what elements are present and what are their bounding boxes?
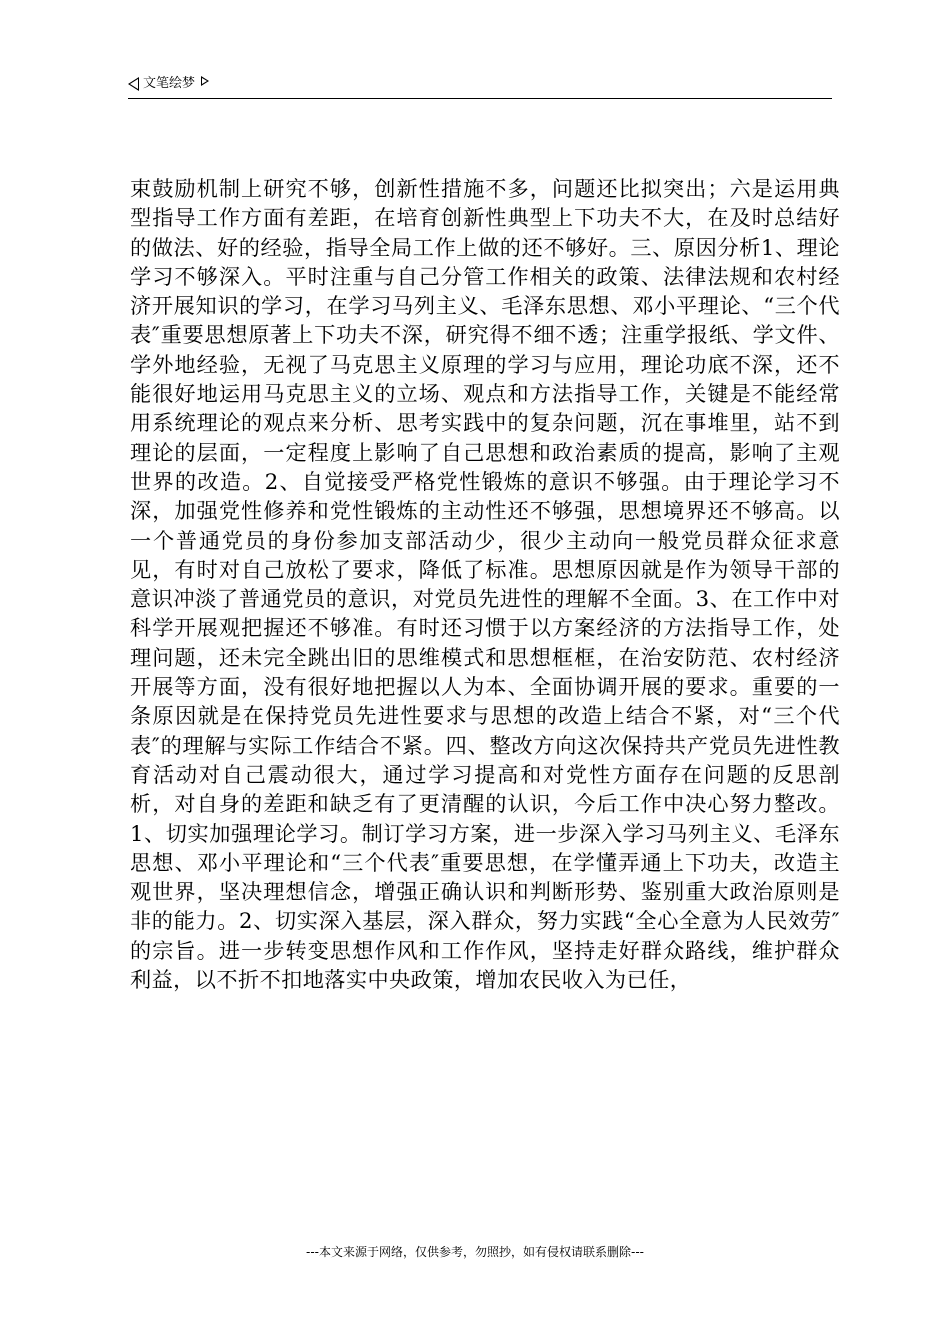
page-footer: ---本文来源于网络，仅供参考，勿照抄，如有侵权请联系删除--- [306, 1245, 644, 1259]
header-brand: 文笔绘梦 [143, 76, 196, 91]
triangle-right-icon [201, 76, 209, 86]
page-header [128, 74, 832, 99]
header-brand-group [128, 76, 209, 92]
triangle-left-icon [128, 77, 139, 91]
document-body: 束鼓励机制上研究不够，创新性措施不多，问题还比拟突出；六是运用典型指导工作方面有差距，在培育创新性典型上下功夫不大，在及时总结好的做法、好的经验，指导全局工作上做的还不够好。三、原因分析1、理论学习不够深入。平时注重与自己分管工作相关的政策、法律法规和农村经济开展知识的学习，在学习马列主义、毛泽东思想、邓小平理论、“三个代表″重要思想原著上下功夫不深，研究得不细不透；注重学报纸、学文件、学外地经验，无视了马克思主义原理的学习与应用，理论功底不深，还不能很好地运用马克思主义的立场、观点和方法指导工作，关键是不能经常用系统理论的观点来分析、思考实践中的复杂问题，沉在事堆里，站不到理论的层面，一定程度上影响了自己思想和政治素质的提高，影响了主观世界的改造。2、自觉接受严格党性锻炼的意识不够强。由于理论学习不深，加强党性修养和党性锻炼的主动性还不够强，思想境界还不够高。以一个普通党员的身份参加支部活动少，很少主动向一般党员群众征求意见，有时对自己放松了要求，降低了标准。思想原因就是作为领导干部的意识冲淡了普通党员的意识，对党员先进性的理解不全面。3、在工作中对科学开展观把握还不够准。有时还习惯于以方案经济的方法指导工作，处理问题，还未完全跳出旧的思维模式和思想框框，在治安防范、农村经济开展等方面，没有很好地把握以人为本、全面协调开展的要求。重要的一条原因就是在保持党员先进性要求与思想的改造上结合不紧，对“三个代表″的理解与实际工作结合不紧。四、整改方向这次保持共产党员先进性教育活动对自己震动很大，通过学习提高和对党性方面存在问题的反思剖析，对自身的差距和缺乏有了更清醒的认识，今后工作中决心努力整改。1、切实加强理论学习。制订学习方案，进一步深入学习马列主义、毛泽东思想、邓小平理论和“三个代表″重要思想，在学懂弄通上下功夫，改造主观世界，坚决理想信念，增强正确认识和判断形势、鉴别重大政治原则是非的能力。2、切实深入基层，深入群众，努力实践“全心全意为人民效劳″的宗旨。进一步转变思想作风和工作作风，坚持走好群众路线，维护群众利益，以不折不扣地落实中央政策，增加农民收入为已任， [130, 176, 840, 993]
